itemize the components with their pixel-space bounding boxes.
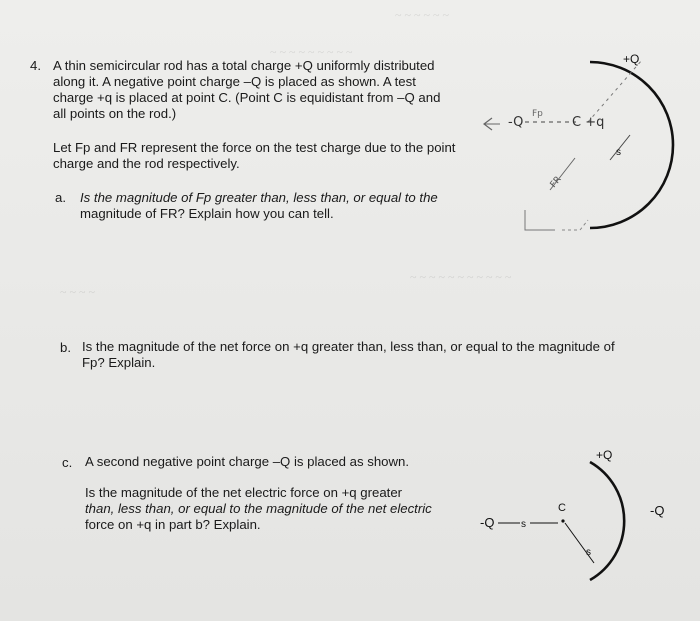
- figure-1-diagram: [470, 40, 700, 250]
- figure-2-diagram: [470, 445, 700, 595]
- part-b-letter: b.: [60, 340, 71, 355]
- handdrawn-dashed: [562, 220, 588, 230]
- part-a-letter: a.: [55, 190, 66, 205]
- distance-s-label: s: [521, 519, 526, 530]
- right-point-charge: -Q: [650, 503, 665, 518]
- distance-s-label: s: [616, 147, 621, 158]
- bleed-through-text: ~ ~ ~ ~ ~ ~ ~ ~ ~ ~ ~: [410, 270, 512, 284]
- distance-s-label-rod: s: [586, 547, 591, 558]
- handwritten-fp: Fp: [532, 109, 543, 119]
- point-c-marker: [561, 519, 564, 522]
- handdrawn-axes: [525, 210, 555, 230]
- intro-line: all points on the rod.): [53, 106, 177, 121]
- problem-number: 4.: [30, 58, 41, 73]
- part-a-question: Is the magnitude of Fp greater than, less than, or equal to the: [80, 190, 438, 205]
- semicircular-rod: [590, 462, 624, 580]
- rod-charge-label: +Q: [623, 52, 640, 66]
- handwritten-c-plus-q: C +q: [572, 115, 605, 130]
- part-c-question: than, less than, or equal to the magnitude of the net electric: [85, 501, 432, 516]
- part-b-question: Fp? Explain.: [82, 355, 156, 370]
- part-b-question: Is the magnitude of the net force on +q greater than, less than, or equal to the magnitude of: [82, 339, 615, 354]
- part-c-question: force on +q in part b? Explain.: [85, 517, 261, 532]
- point-c-label: C: [558, 502, 566, 514]
- radius-dashed-line: [588, 60, 642, 122]
- intro-line: along it. A negative point charge –Q is placed as shown. A test: [53, 74, 416, 89]
- left-point-charge: -Q: [480, 515, 495, 530]
- let-line: Let Fp and FR represent the force on the test charge due to the point: [53, 140, 456, 155]
- rod-charge-label: +Q: [596, 448, 613, 462]
- intro-line: charge +q is placed at point C. (Point C is equidistant from –Q and: [53, 90, 441, 105]
- bleed-through-text: ~ ~ ~ ~: [60, 285, 95, 299]
- bleed-through-text: ~ ~ ~ ~ ~ ~: [395, 8, 449, 22]
- bleed-through-text: ~ ~ ~ ~ ~ ~ ~ ~ ~: [270, 45, 353, 59]
- semicircular-rod: [590, 62, 673, 228]
- let-line: charge and the rod respectively.: [53, 156, 240, 171]
- part-c-intro: A second negative point charge –Q is placed as shown.: [85, 454, 410, 469]
- handwritten-fr: FR: [548, 174, 564, 190]
- part-c-question: Is the magnitude of the net electric force on +q greater: [85, 485, 403, 500]
- handwritten-neg-q: -Q: [508, 115, 524, 130]
- intro-line: A thin semicircular rod has a total charge +Q uniformly distributed: [53, 58, 435, 73]
- part-a-question: magnitude of FR? Explain how you can tell.: [80, 206, 334, 221]
- part-c-letter: c.: [62, 455, 73, 470]
